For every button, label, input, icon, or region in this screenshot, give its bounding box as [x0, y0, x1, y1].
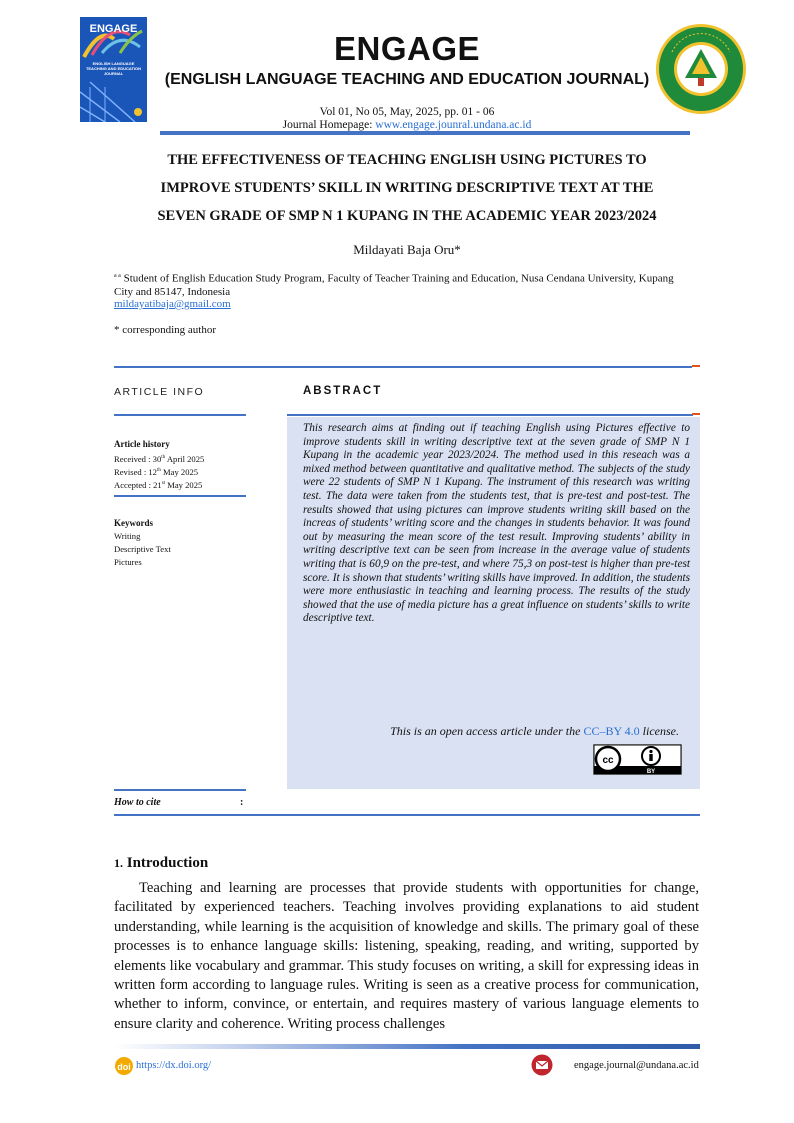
article-history-heading: Article history: [114, 439, 170, 449]
paper-title-line: THE EFFECTIVENESS OF TEACHING ENGLISH USING PICTURES TO: [167, 152, 647, 168]
open-access-suffix: license.: [639, 724, 679, 738]
abstract-text: This research aims at finding out if teaching English using Pictures effective to improve students skill in writing descriptive text at the seven grade of SMP N 1 Kupang in the academic year 2023/2024. The method used in this reseach was a mixed method between quantitative and qualitative method. The subjects of the study were 22 students of SMP N 1 Kupang. The instrument of this research was writing test. The data were taken from the students test, that is pre-test and post-test. The results showed that using pictures can improve students writing skill based on the increas of students’ writing score and the changes in students behavior. It was found out by measuring the mean score of the test result. Improving students’ ability in writing descriptive text can be seen from increase in the average value of students writing that is 60,9 on the pre-test, and where 75,3 on post-test is higher than pre-test score. It is shown that students’ writing skills have improved. In addition, the students were more enthusiastic in teaching and learning process. The results of the study showed that the use of media picture has a great influence on students’ skills to write descriptive text.: [303, 422, 691, 625]
homepage-label: Journal Homepage:: [282, 119, 376, 131]
abstract-divider-accent: [692, 413, 700, 415]
keyword-item: Descriptive Text: [114, 544, 171, 554]
received-date: Received : 30th April 2025: [114, 453, 205, 464]
keywords-heading: Keywords: [114, 518, 153, 528]
license-link[interactable]: CC–BY 4.0: [583, 724, 640, 738]
abstract-divider: [287, 414, 693, 416]
corresponding-author-note: * corresponding author: [114, 324, 217, 336]
author-name: Mildayati Baja Oru*: [353, 242, 461, 257]
svg-text:doi: doi: [117, 1062, 131, 1072]
section-title: Introduction: [123, 855, 209, 871]
svg-text:cc: cc: [602, 755, 614, 766]
open-access-prefix: This is an open access article under the: [390, 724, 584, 738]
cover-subtitle: ENGLISH LANGUAGE TEACHING AND EDUCATION JOURNAL: [85, 61, 142, 76]
cc-by-license-icon: [593, 744, 682, 775]
paper-title: [110, 146, 704, 230]
keyword-item: Pictures: [114, 557, 142, 567]
article-info-heading: ARTICLE INFO: [114, 386, 205, 398]
introduction-paragraph: Teaching and learning are processes that provide students with opportunities for change, facilitated by experienced teachers. Teaching involves providing explanations to aid student understanding, while learning is the acquisition of knowledge and skills. The primary goal of these processes is to enhance language skills: listening, speaking, reading, and writing, supported by elements like vocabulary and grammar. This study focuses on writing, a skill for expressing ideas in written form according to language rules. Writing is seen as a creative process for communication, whether to inform, convince, or entertain, and requires mastery of various language elements to ensure clarity and coherence. Writing process challenges: [114, 880, 699, 1032]
affiliation-marker: a a: [114, 273, 121, 279]
journal-subtitle: (ENGLISH LANGUAGE TEACHING AND EDUCATION JOURNAL): [164, 71, 650, 88]
paper-title-line: SEVEN GRADE OF SMP N 1 KUPANG IN THE ACADEMIC YEAR 2023/2024: [157, 208, 657, 224]
author-affiliation: [114, 270, 694, 300]
how-to-cite-bottom-divider: [114, 814, 700, 816]
journal-email[interactable]: engage.journal@undana.ac.id: [574, 1060, 699, 1071]
cover-title: ENGAGE: [89, 23, 138, 35]
doi-link[interactable]: https://dx.doi.org/: [136, 1060, 212, 1071]
author-email-link[interactable]: mildayatibaja@gmail.com: [114, 298, 231, 310]
footer-divider: [114, 1044, 700, 1049]
header-divider: [160, 131, 690, 135]
section-divider: [114, 366, 692, 368]
email-icon: [531, 1054, 553, 1076]
homepage-link[interactable]: www.engage.jounral.undana.ac.id: [375, 119, 532, 131]
section-divider-accent: [692, 365, 700, 367]
open-access-statement: [287, 724, 679, 739]
abstract-heading: ABSTRACT: [303, 385, 383, 397]
volume-info: Vol 01, No 05, May, 2025, pp. 01 - 06: [319, 106, 495, 118]
journal-title: ENGAGE: [333, 30, 481, 67]
article-history-divider: [114, 495, 246, 497]
accepted-date: Accepted : 21st May 2025: [114, 479, 203, 490]
introduction-heading: [114, 855, 208, 872]
how-to-cite-label: How to cite: [114, 797, 161, 808]
doi-icon: [114, 1056, 134, 1076]
journal-cover-thumbnail: [80, 17, 147, 122]
article-info-divider: [114, 414, 246, 416]
university-logo-icon: [654, 22, 748, 116]
section-number: 1.: [114, 856, 123, 870]
how-to-cite-top-divider: [114, 789, 246, 791]
how-to-cite-colon: :: [240, 797, 244, 808]
paper-title-line: IMPROVE STUDENTS’ SKILL IN WRITING DESCRIPTIVE TEXT AT THE: [160, 180, 654, 196]
keyword-item: Writing: [114, 531, 141, 541]
journal-homepage: [150, 119, 664, 131]
cc-badge-label: BY: [646, 769, 656, 775]
affiliation-text: Student of English Education Study Program, Faculty of Teacher Training and Education, Nusa Cendana University, Kupang City and 85147, Indonesia: [114, 272, 674, 299]
revised-date: Revised : 12th May 2025: [114, 466, 199, 477]
